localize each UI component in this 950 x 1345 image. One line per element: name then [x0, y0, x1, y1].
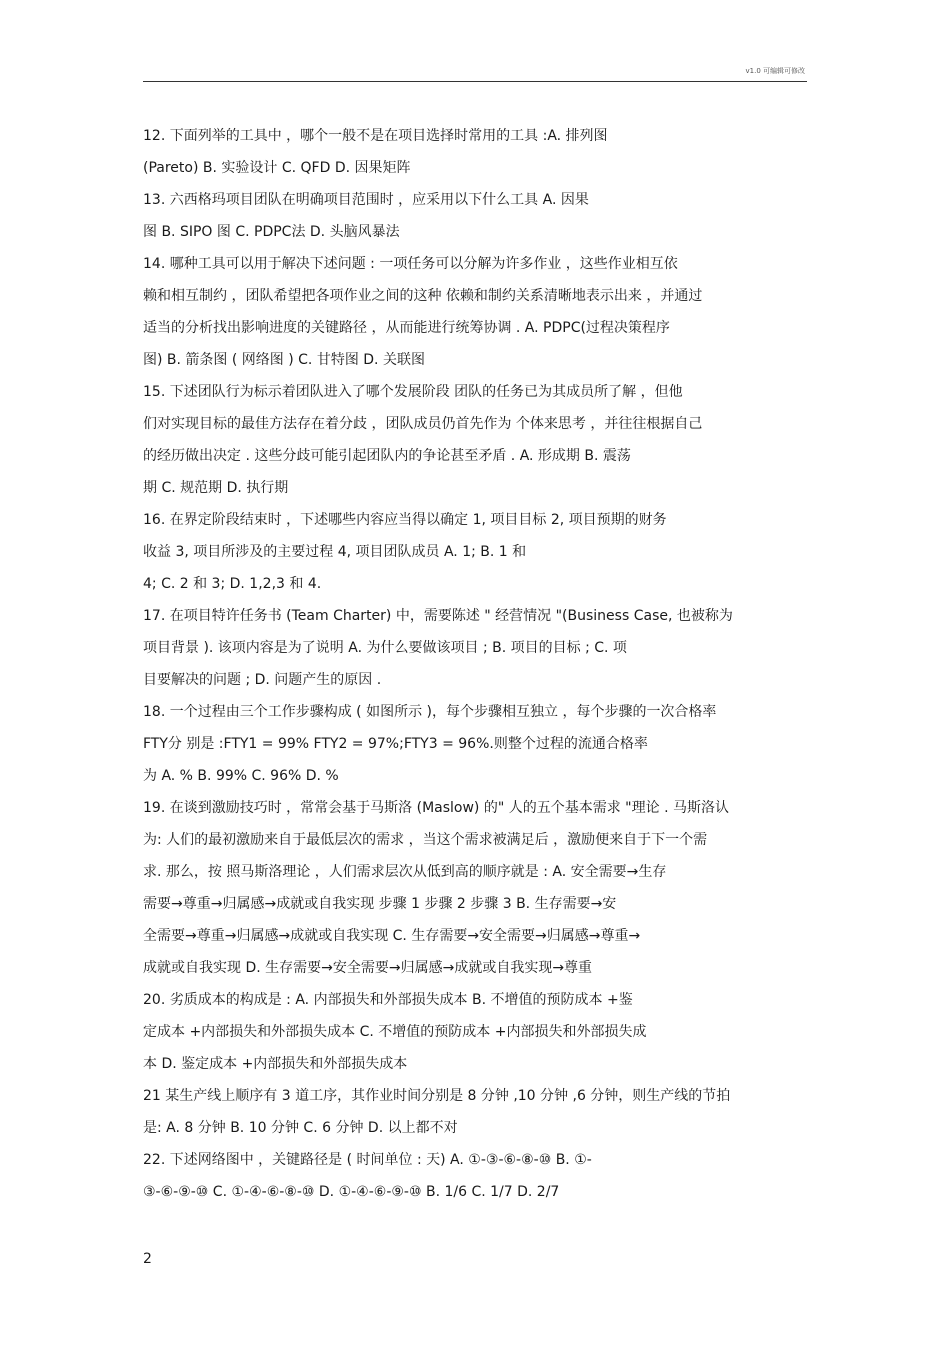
text-line: 17. 在项目特许任务书 (Team Charter) 中，需要陈述 " 经营情况 "(Business Case, 也被称为: [143, 608, 733, 624]
text-line: 适当的分析找出影响进度的关键路径 ，从而能进行统筹协调 . A. PDPC(过程决策程序: [143, 320, 670, 336]
text-line: 定成本 +内部损失和外部损失成本 C. 不增值的预防成本 +内部损失和外部损失成: [143, 1024, 647, 1040]
document-body: [143, 120, 807, 1208]
page-number: 2: [143, 1251, 152, 1267]
text-line: 目要解决的问题 ; D. 问题产生的原因 .: [143, 672, 382, 688]
text-line: 14. 哪种工具可以用于解决下述问题 : 一项任务可以分解为许多作业 ，这些作业相互依: [143, 256, 678, 272]
text-line: 图) B. 箭条图 ( 网络图 ) C. 甘特图 D. 关联图: [143, 352, 425, 368]
text-line: 是: A. 8 分钟 B. 10 分钟 C. 6 分钟 D. 以上都不对: [143, 1120, 458, 1136]
text-line: 本 D. 鉴定成本 +内部损失和外部损失成本: [143, 1056, 408, 1072]
header-rule: [143, 81, 807, 82]
text-line: 15. 下述团队行为标示着团队进入了哪个发展阶段 团队的任务已为其成员所了解 ，但他: [143, 384, 683, 400]
text-line: (Pareto) B. 实验设计 C. QFD D. 因果矩阵: [143, 160, 411, 176]
text-line: 20. 劣质成本的构成是 : A. 内部损失和外部损失成本 B. 不增值的预防成本 +鉴: [143, 992, 633, 1008]
header-text: v1.0 可编辑可修改: [745, 67, 805, 75]
text-line: 图 B. SIPO 图 C. PDPC法 D. 头脑风暴法: [143, 224, 400, 240]
text-line: 求. 那么，按 照马斯洛理论 ，人们需求层次从低到高的顺序就是 : A. 安全需要→生存: [143, 864, 667, 880]
text-line: ③-⑥-⑨-⑩ C. ①-④-⑥-⑧-⑩ D. ①-④-⑥-⑨-⑩ B. 1/6 C. 1/7 D. 2/7: [143, 1184, 560, 1200]
text-line: 全需要→尊重→归属感→成就或自我实现 C. 生存需要→安全需要→归属感→尊重→: [143, 928, 641, 944]
text-line: 21 某生产线上顺序有 3 道工序，其作业时间分别是 8 分钟 ,10 分钟 ,6 分钟，则生产线的节拍: [143, 1088, 731, 1104]
text-line: 13. 六西格玛项目团队在明确项目范围时 ，应采用以下什么工具 A. 因果: [143, 192, 589, 208]
text-line: 12. 下面列举的工具中 ，哪个一般不是在项目选择时常用的工具 :A. 排列图: [143, 128, 608, 144]
text-line: 需要→尊重→归属感→成就或自我实现 步骤 1 步骤 2 步骤 3 B. 生存需要→安: [143, 896, 617, 912]
text-line: 们对实现目标的最佳方法存在着分歧 ，团队成员仍首先作为 个体来思考 ，并往往根据自己: [143, 416, 703, 432]
text-line: 项目背景 ). 该项内容是为了说明 A. 为什么要做该项目 ; B. 项目的目标 ; C. 项: [143, 640, 627, 656]
text-line: 16. 在界定阶段结束时 ，下述哪些内容应当得以确定 1, 项目目标 2, 项目预期的财务: [143, 512, 667, 528]
text-line: 4; C. 2 和 3; D. 1,2,3 和 4.: [143, 576, 322, 592]
text-line: 为 A. % B. 99% C. 96% D. %: [143, 768, 339, 784]
text-line: 18. 一个过程由三个工作步骤构成 ( 如图所示 )，每个步骤相互独立 ，每个步骤的一次合格率: [143, 704, 717, 720]
text-line: 赖和相互制约 ，团队希望把各项作业之间的这种 依赖和制约关系清晰地表示出来 ，并通过: [143, 288, 703, 304]
text-line: FTY分 别是 :FTY1 = 99% FTY2 = 97%;FTY3 = 96%.则整个过程的流通合格率: [143, 736, 648, 752]
text-line: 为: 人们的最初激励来自于最低层次的需求 ，当这个需求被满足后 ，激励便来自于下一个需: [143, 832, 708, 848]
text-line: 22. 下述网络图中 ，关键路径是 ( 时间单位 : 天) A. ①-③-⑥-⑧-⑩ B. ①-: [143, 1152, 592, 1168]
text-line: 的经历做出决定 . 这些分歧可能引起团队内的争论甚至矛盾 . A. 形成期 B. 震荡: [143, 448, 631, 464]
text-line: 期 C. 规范期 D. 执行期: [143, 480, 289, 496]
text-line: 成就或自我实现 D. 生存需要→安全需要→归属感→成就或自我实现→尊重: [143, 960, 593, 976]
text-line: 19. 在谈到激励技巧时 ，常常会基于马斯洛 (Maslow) 的" 人的五个基本需求 "理论 . 马斯洛认: [143, 800, 729, 816]
text-line: 收益 3, 项目所涉及的主要过程 4, 项目团队成员 A. 1; B. 1 和: [143, 544, 527, 560]
